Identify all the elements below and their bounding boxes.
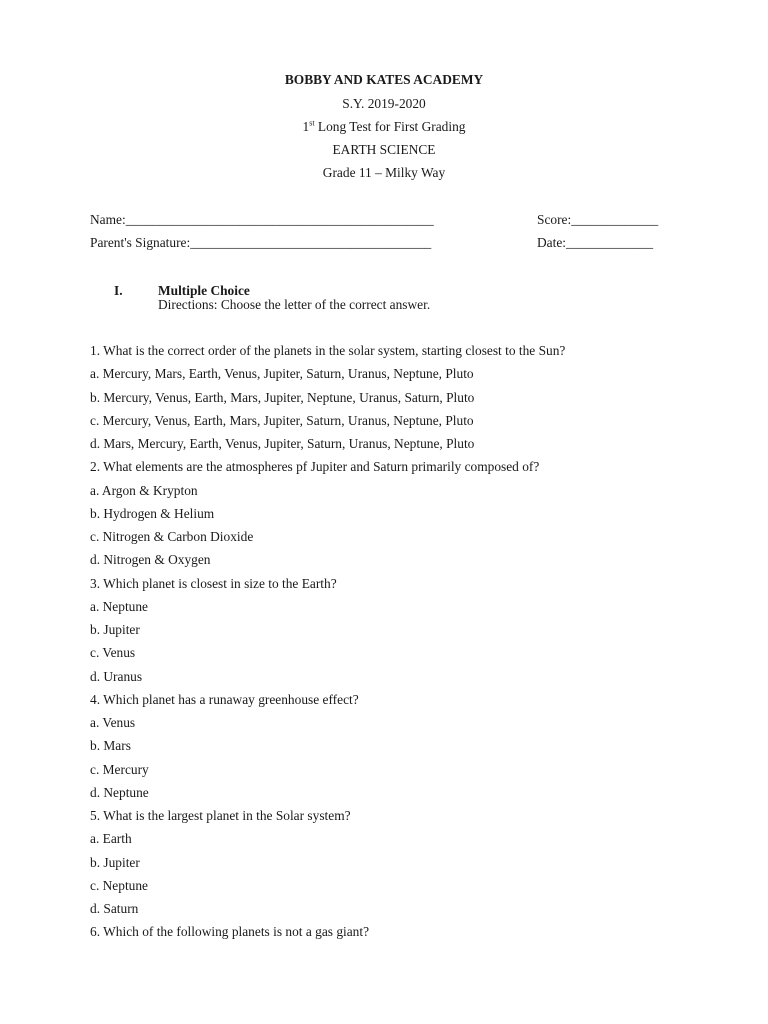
q2-choice-a: a. Argon & Krypton: [90, 482, 198, 498]
test-title-text: Long Test for First Grading: [314, 119, 466, 134]
q2-choice-d: d. Nitrogen & Oxygen: [90, 552, 211, 568]
question-3: 3. Which planet is closest in size to the Earth?: [90, 575, 337, 591]
q4-choice-d: d. Neptune: [90, 784, 149, 800]
q5-choice-a: a. Earth: [90, 831, 132, 847]
q1-choice-a: a. Mercury, Mars, Earth, Venus, Jupiter, Saturn, Uranus, Neptune, Pluto: [90, 366, 474, 382]
q1-choice-d: d. Mars, Mercury, Earth, Venus, Jupiter, Saturn, Uranus, Neptune, Pluto: [90, 436, 475, 451]
q4-choice-c: c. Mercury: [90, 761, 149, 777]
test-ordinal-suffix: st: [309, 118, 315, 128]
q5-choice-c: c. Neptune: [90, 877, 149, 893]
q2-choice-b: b. Hydrogen & Helium: [90, 505, 215, 521]
question-4: 4. Which planet has a runaway greenhouse effect?: [90, 691, 359, 707]
question-2: 2. What elements are the atmospheres pf Jupiter and Saturn primarily composed of?: [90, 459, 540, 475]
q1-choice-c: c. Mercury, Venus, Earth, Mars, Jupiter, Saturn, Uranus, Neptune, Pluto: [90, 412, 474, 428]
q5-choice-d: d. Saturn: [90, 901, 139, 916]
q2-choice-c: c. Nitrogen & Carbon Dioxide: [90, 529, 254, 544]
question-list: [90, 343, 710, 948]
school-name: BOBBY AND KATES ACADEMY: [284, 72, 484, 87]
q4-choice-a: a. Venus: [90, 715, 136, 730]
question-6: 6. Which of the following planets is not a gas giant?: [90, 924, 370, 940]
school-year: S.Y. 2019-2020: [342, 96, 426, 111]
q4-choice-b: b. Mars: [90, 738, 131, 754]
test-title: [0, 119, 768, 135]
q3-choice-d: d. Uranus: [90, 668, 143, 684]
test-ordinal: 1: [302, 119, 310, 134]
q3-choice-c: c. Venus: [90, 645, 136, 661]
score-field[interactable]: Score:_____________: [537, 212, 659, 227]
section-title: Multiple Choice: [158, 283, 250, 298]
section-number: I.: [114, 283, 123, 298]
parent-signature-field[interactable]: Parent's Signature:____________________________________: [90, 235, 432, 250]
subject-title: EARTH SCIENCE: [332, 142, 436, 157]
date-field[interactable]: Date:_____________: [537, 235, 654, 250]
q1-choice-b: b. Mercury, Venus, Earth, Mars, Jupiter, Neptune, Uranus, Saturn, Pluto: [90, 389, 475, 405]
q5-choice-b: b. Jupiter: [90, 854, 140, 870]
q3-choice-b: b. Jupiter: [90, 622, 140, 637]
q3-choice-a: a. Neptune: [90, 598, 149, 614]
section-directions: Directions: Choose the letter of the correct answer.: [158, 297, 431, 312]
grade-section: Grade 11 – Milky Way: [322, 165, 446, 180]
question-5: 5. What is the largest planet in the Solar system?: [90, 808, 351, 823]
name-field[interactable]: Name:______________________________________________: [90, 212, 434, 227]
question-1: 1. What is the correct order of the planets in the solar system, starting closest to the Sun?: [90, 343, 566, 358]
